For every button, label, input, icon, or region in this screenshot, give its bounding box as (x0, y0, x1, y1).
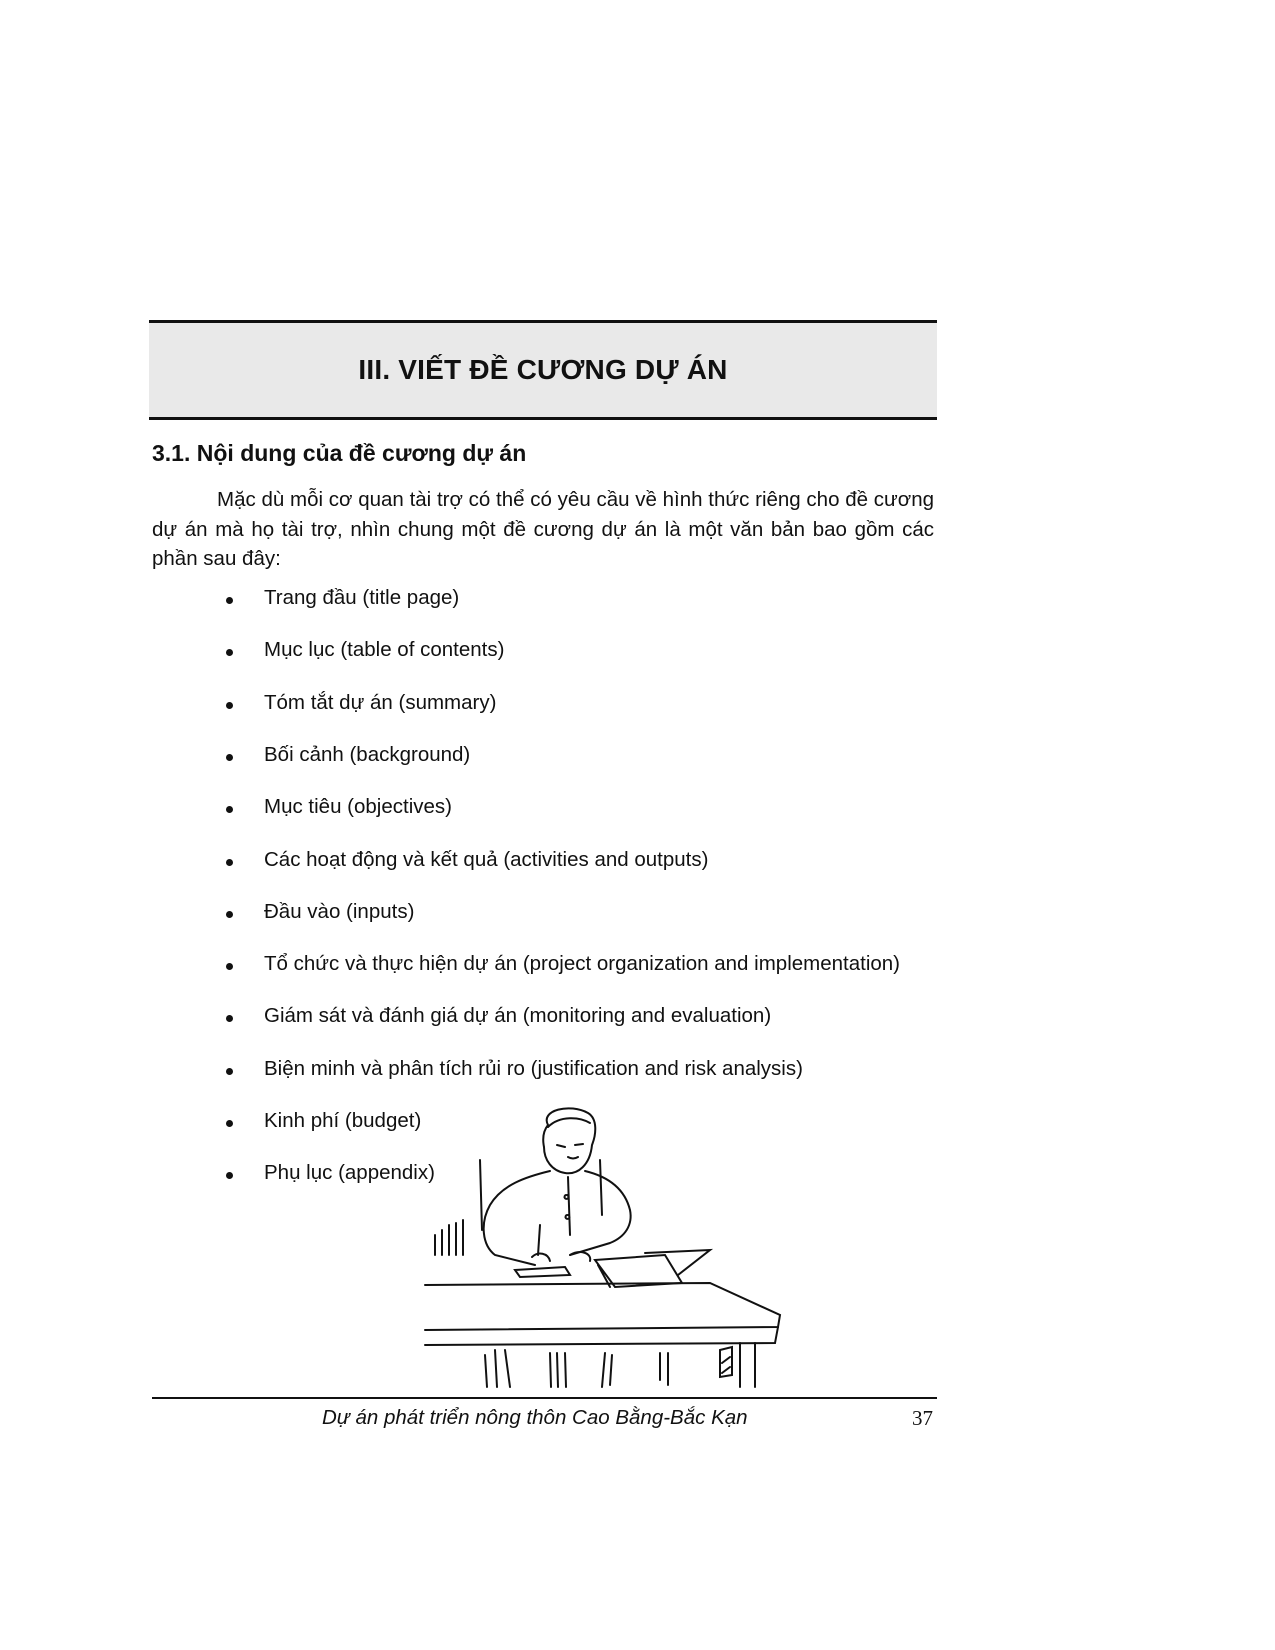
list-item-text: Mục lục (table of contents) (264, 638, 505, 662)
bullet-icon (226, 911, 233, 918)
bullet-icon (226, 963, 233, 970)
footer-divider (152, 1397, 937, 1399)
list-item-text: Các hoạt động và kết quả (activities and outputs) (264, 847, 709, 871)
bullet-icon (226, 702, 233, 709)
bullet-icon (226, 806, 233, 813)
bullet-icon (226, 859, 233, 866)
list-item-text: Mục tiêu (objectives) (264, 795, 452, 819)
list-item-text: Biện minh và phân tích rủi ro (justification and risk analysis) (264, 1056, 803, 1080)
bullet-icon (226, 754, 233, 761)
bullet-icon (226, 649, 233, 656)
list-item-text: Phụ lục (appendix) (264, 1161, 435, 1185)
footer-title: Dự án phát triển nông thôn Cao Bằng-Bắc Kạn (322, 1406, 748, 1429)
section-title: 3.1. Nội dung của đề cương dự án (152, 440, 527, 466)
page-number: 37 (912, 1406, 933, 1430)
bullet-icon (226, 1068, 233, 1075)
list-item-text: Tóm tắt dự án (summary) (264, 690, 497, 714)
list-item-text: Trang đầu (title page) (264, 586, 460, 609)
chapter-heading-box (149, 320, 937, 420)
bullet-icon (226, 1120, 233, 1127)
intro-paragraph: Mặc dù mỗi cơ quan tài trợ có thể có yêu cầu về hình thức riêng cho đề cương dự án mà họ tài trợ, nhìn chung một đề cương dự án là một văn bản bao gồm các phần sau đây: (152, 488, 934, 570)
bullet-icon (226, 597, 233, 604)
man-writing-at-desk-illustration (420, 1105, 815, 1390)
list-item-text: Bối cảnh (background) (264, 742, 471, 766)
list-item-text: Kinh phí (budget) (264, 1109, 422, 1132)
list-item-text: Giám sát và đánh giá dự án (monitoring and evaluation) (264, 1004, 772, 1028)
list-item-text: Tổ chức và thực hiện dự án (project organization and implementation) (264, 952, 901, 976)
bullet-icon (226, 1015, 233, 1022)
list-item-text: Đầu vào (inputs) (264, 899, 415, 923)
chapter-title: III. VIẾT ĐỀ CƯƠNG DỰ ÁN (358, 354, 728, 385)
bullet-icon (226, 1172, 233, 1179)
